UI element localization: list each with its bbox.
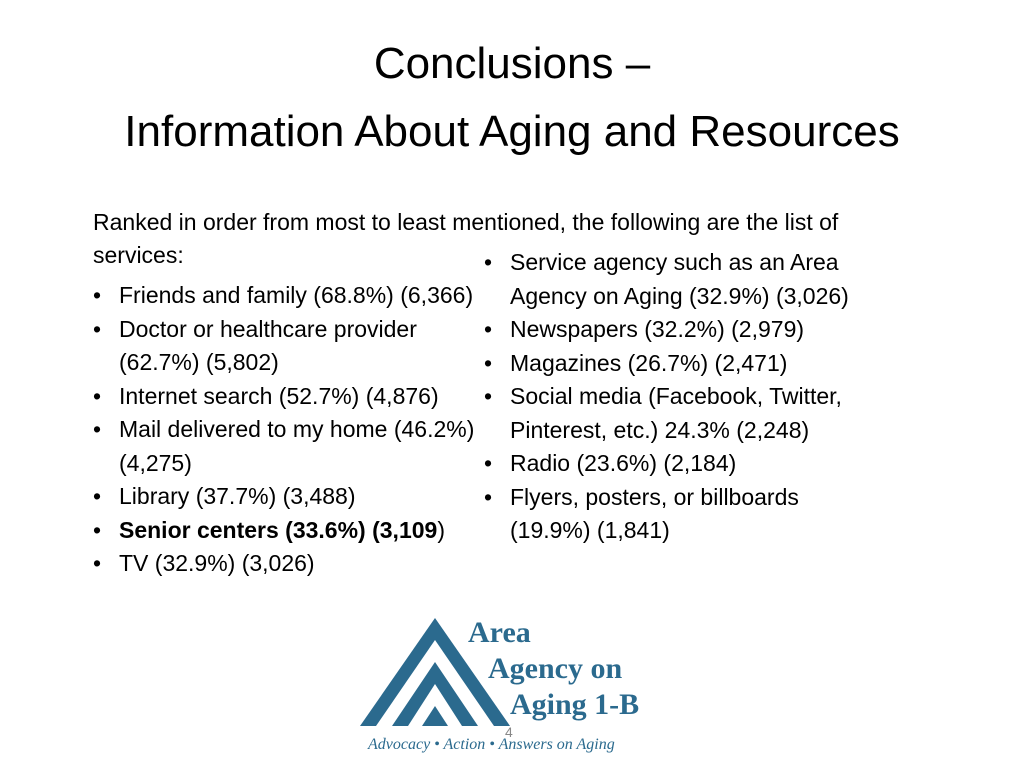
list-item (484, 481, 884, 548)
list-item (93, 413, 483, 480)
logo-line-2: Agency on (488, 652, 623, 685)
left-service-list (93, 279, 483, 581)
bullet: • (484, 383, 493, 409)
bullet: • (484, 450, 493, 476)
list-item (484, 347, 884, 381)
bullet: • (93, 550, 102, 576)
list-item (93, 279, 483, 313)
list-item-bold-text: Senior centers (33.6%) (3,109 (119, 516, 438, 543)
page-number: 4 (505, 724, 513, 740)
list-item (93, 380, 483, 414)
logo-line-1: Area (468, 616, 531, 649)
list-item (484, 380, 884, 447)
bullet: • (93, 282, 102, 308)
list-item-text: Mail delivered to my home (46.2%) (4,275) (119, 416, 475, 476)
area-agency-logo (360, 612, 680, 762)
list-item (484, 313, 884, 347)
list-item-text: Social media (Facebook, Twitter, Pinterest, etc.) 24.3% (2,248) (510, 383, 842, 443)
list-item-text: Radio (23.6%) (2,184) (510, 450, 737, 476)
title-line-2: Information About Aging and Resources (124, 107, 900, 156)
bullet: • (93, 416, 102, 442)
list-item-text: Newspapers (32.2%) (2,979) (510, 316, 805, 342)
bullet: • (484, 349, 493, 376)
logo-tagline: Advocacy • Action • Answers on Aging (368, 736, 615, 753)
bullet: • (93, 516, 102, 543)
list-item (484, 447, 884, 481)
list-item-text-tail: ) (437, 516, 445, 543)
slide-title (0, 30, 1024, 166)
list-item-text: TV (32.9%) (3,026) (119, 550, 315, 576)
list-item-text: Library (37.7%) (3,488) (119, 483, 356, 509)
logo-line-3: Aging 1-B (510, 688, 640, 721)
list-item-text: Magazines (26.7%) (2,471) (510, 349, 788, 376)
list-item-highlighted (93, 514, 483, 548)
list-item (484, 246, 884, 313)
title-line-1: Conclusions – (373, 39, 651, 88)
list-item-text: Flyers, posters, or billboards (19.9%) (1,841) (510, 483, 799, 543)
bullet: • (484, 249, 493, 275)
intro-text: Ranked in order from most to least mentioned, the following are the list of services: (93, 209, 839, 268)
list-item-text: Friends and family (68.8%) (6,366) (119, 282, 474, 308)
bullet: • (484, 483, 493, 510)
bullet: • (93, 382, 102, 409)
list-item (93, 313, 483, 380)
list-item-text: Doctor or healthcare provider (62.7%) (5,802) (119, 315, 417, 375)
list-item (93, 480, 483, 514)
list-item-text: Internet search (52.7%) (4,876) (119, 382, 439, 409)
list-item (93, 547, 483, 581)
bullet: • (93, 483, 102, 509)
bullet: • (484, 316, 493, 342)
list-item-text: Service agency such as an Area Agency on Aging (32.9%) (3,026) (510, 249, 849, 309)
right-service-list (484, 246, 884, 548)
bullet: • (93, 315, 102, 342)
